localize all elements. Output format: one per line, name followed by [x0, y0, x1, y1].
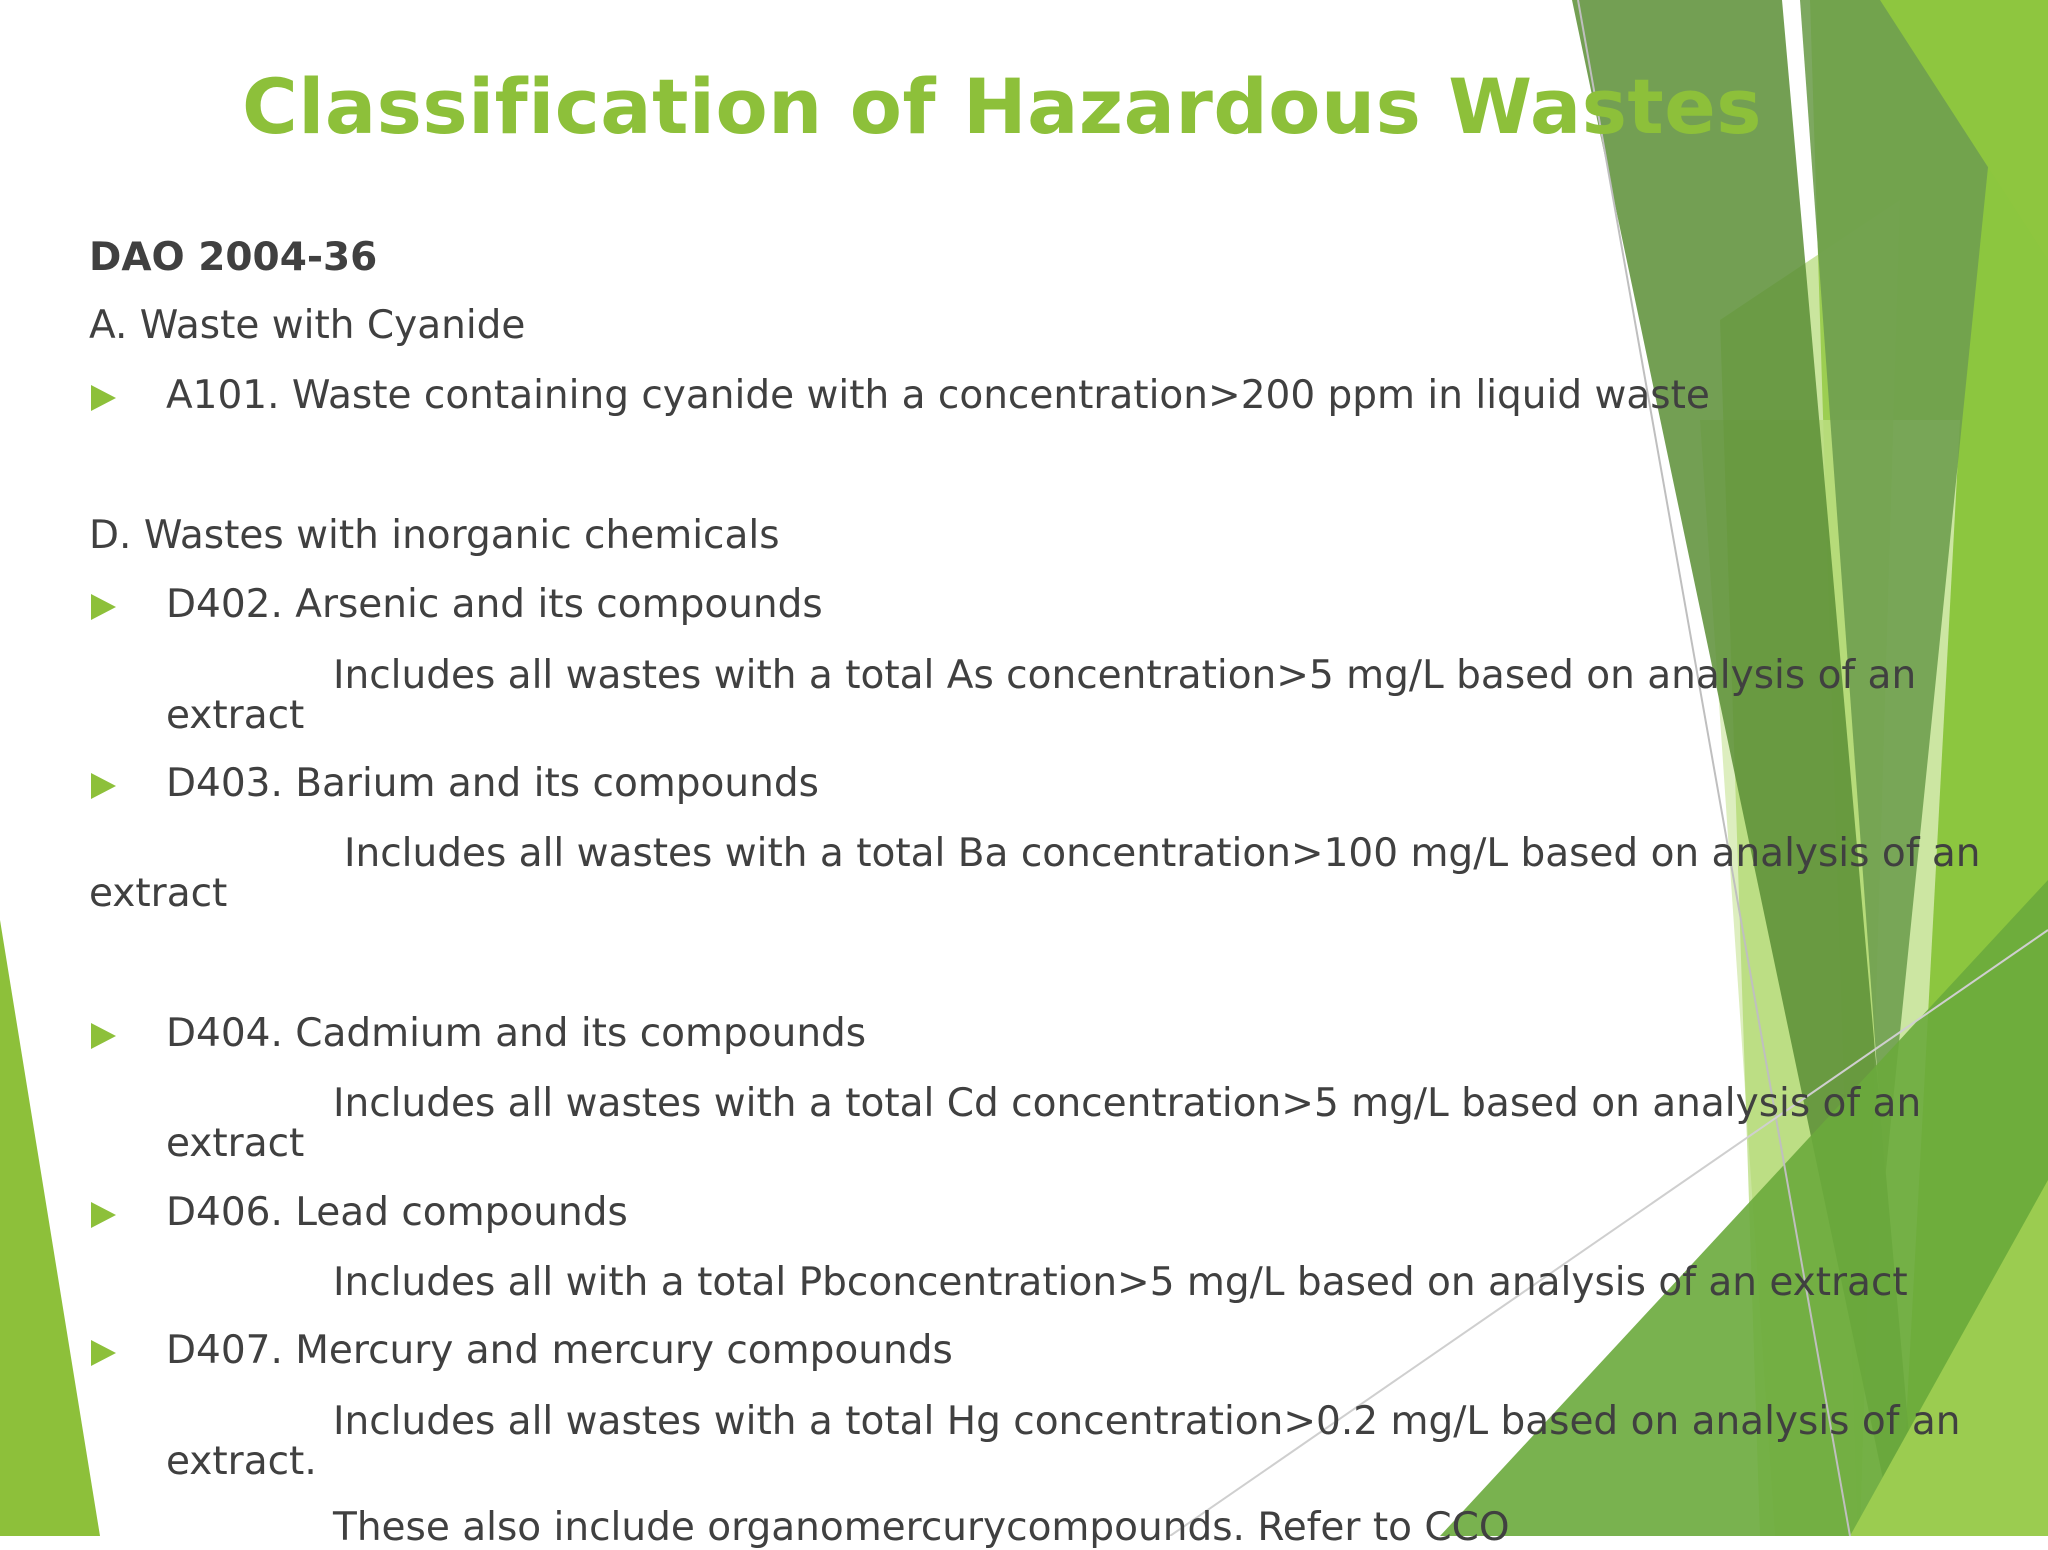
item-d404-desc-line1: Includes all wastes with a total Cd concentration>5 mg/L based on analysis of an — [333, 1081, 1922, 1126]
triangle-right-icon — [91, 1340, 116, 1366]
heading: DAO 2004-36 — [89, 235, 378, 280]
triangle-right-icon — [91, 773, 116, 799]
item-a101: A101. Waste containing cyanide with a concentration>200 ppm in liquid waste — [166, 373, 1710, 418]
item-d407-desc-line3: These also include organomercurycompounds. Refer to CCO — [333, 1505, 1510, 1550]
triangle-right-icon — [91, 1023, 116, 1049]
slide-title: Classification of Hazardous Wastes — [242, 62, 1763, 151]
item-d402-desc-line1: Includes all wastes with a total As concentration>5 mg/L based on analysis of an — [333, 653, 1917, 698]
item-d407-desc-line2: extract. — [166, 1439, 317, 1484]
item-d403-code: D403. Barium and its compounds — [166, 761, 819, 806]
section-a-label: A. Waste with Cyanide — [89, 303, 526, 348]
item-d403-desc-line1: Includes all wastes with a total Ba concentration>100 mg/L based on analysis of an — [344, 831, 1981, 876]
triangle-right-icon — [91, 1202, 116, 1228]
triangle-right-icon — [91, 385, 116, 411]
section-d-label: D. Wastes with inorganic chemicals — [89, 513, 780, 558]
triangle-right-icon — [91, 594, 116, 620]
item-d402-desc-line2: extract — [166, 693, 305, 738]
item-d404-code: D404. Cadmium and its compounds — [166, 1011, 867, 1056]
item-d402-code: D402. Arsenic and its compounds — [166, 582, 823, 627]
item-d406-code: D406. Lead compounds — [166, 1190, 628, 1235]
item-d404-desc-line2: extract — [166, 1121, 305, 1166]
item-d406-desc-line1: Includes all with a total Pbconcentration>5 mg/L based on analysis of an extract — [333, 1260, 1908, 1305]
item-d407-desc-line1: Includes all wastes with a total Hg concentration>0.2 mg/L based on analysis of an — [333, 1399, 1961, 1444]
item-d403-desc-line2: extract — [89, 871, 228, 916]
item-d407-code: D407. Mercury and mercury compounds — [166, 1328, 953, 1373]
